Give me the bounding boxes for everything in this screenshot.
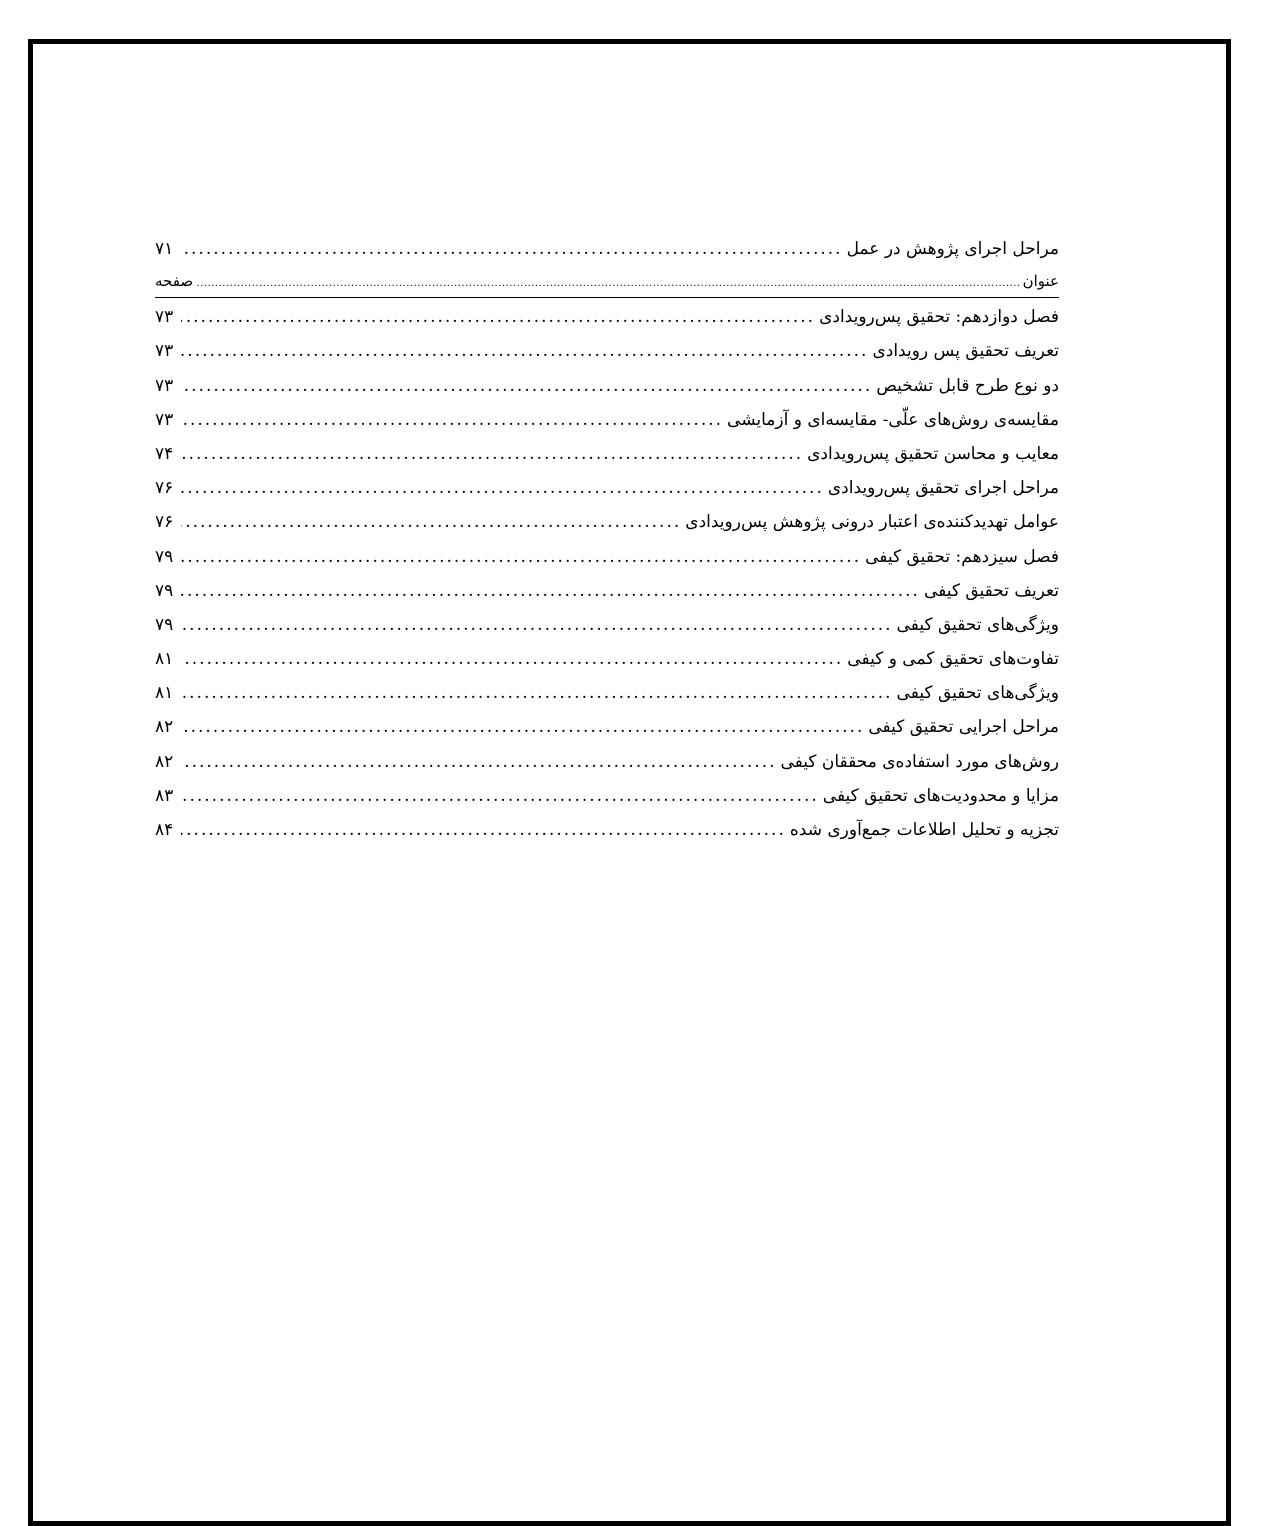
toc-leader-dots — [181, 232, 843, 266]
toc-entry-page: ۸۲ — [155, 751, 174, 772]
toc-entry-title: تجزیه و تحلیل اطلاعات جمع‌آوری شده — [789, 820, 1059, 840]
toc-entry-page: ۷۳ — [155, 409, 174, 430]
table-of-contents — [155, 232, 1059, 847]
toc-entry-title: تفاوت‌های تحقیق کمی و کیفی — [847, 649, 1059, 670]
toc-leader-dots — [181, 642, 843, 676]
toc-entry-page: ۸۲ — [155, 717, 174, 738]
toc-leader-dots — [181, 471, 824, 505]
toc-entry-title: معایب و محاسن تحقیق پس‌رویدادی — [807, 443, 1059, 464]
toc-leader-dots — [181, 505, 681, 539]
toc-entry-title: مراحل اجرای پژوهش در عمل — [846, 239, 1059, 259]
toc-entry-title: دو نوع طرح قابل تشخیص — [876, 375, 1059, 396]
toc-entry — [155, 676, 1059, 710]
toc-entry — [155, 300, 1059, 334]
toc-entry-title: عوامل تهدیدکننده‌ی اعتبار درونی پژوهش پس‌رویدادی — [685, 512, 1059, 533]
toc-leader-dots — [181, 574, 920, 608]
toc-entry-title: فصل سیزدهم: تحقیق کیفی — [865, 546, 1059, 567]
toc-entry — [155, 540, 1059, 574]
toc-entry — [155, 437, 1059, 471]
toc-entry-title: تعریف تحقیق کیفی — [923, 580, 1059, 601]
toc-leader-dots — [181, 403, 723, 437]
toc-entry-page: ۷۹ — [155, 580, 174, 601]
toc-entry — [155, 710, 1059, 744]
toc-leader-dots — [195, 268, 1021, 299]
toc-entry — [155, 334, 1059, 368]
toc-entry-title: روش‌های مورد استفاده‌ی محققان کیفی — [780, 751, 1059, 772]
toc-entry-page: ۷۳ — [155, 375, 174, 396]
toc-entry-title: مراحل اجرایی تحقیق کیفی — [868, 717, 1059, 738]
toc-leader-dots — [181, 334, 868, 368]
toc-entry-title: تعریف تحقیق پس رویدادی — [872, 341, 1059, 362]
toc-entry-title: مراحل اجرای تحقیق پس‌رویدادی — [827, 478, 1059, 499]
toc-entry — [155, 779, 1059, 813]
toc-leader-dots — [181, 540, 861, 574]
toc-entry-page: ۷۴ — [155, 443, 174, 464]
toc-header-title-label: عنوان — [1022, 272, 1059, 291]
toc-entry-page: ۸۱ — [155, 649, 174, 670]
toc-leader-dots — [181, 437, 803, 471]
toc-entry-page: ۷۹ — [155, 546, 174, 567]
toc-entry — [155, 232, 1059, 266]
toc-entry-page: ۷۶ — [155, 478, 174, 499]
toc-entry — [155, 745, 1059, 779]
toc-entry — [155, 608, 1059, 642]
toc-entry-title: ویژگی‌های تحقیق کیفی — [896, 683, 1059, 704]
toc-header-page-label: صفحه — [155, 272, 194, 291]
toc-entry-title: فصل دوازدهم: تحقیق پس‌رویدادی — [819, 307, 1059, 328]
toc-entry-page: ۷۶ — [155, 512, 174, 533]
toc-entry — [155, 471, 1059, 505]
toc-leader-dots — [181, 710, 864, 744]
toc-entry — [155, 574, 1059, 608]
toc-leader-dots — [181, 745, 777, 779]
toc-entry-page: ۷۹ — [155, 614, 174, 635]
toc-entry — [155, 369, 1059, 403]
toc-leader-dots — [181, 779, 819, 813]
toc-entry-page: ۸۱ — [155, 683, 174, 704]
toc-header — [155, 266, 1059, 298]
toc-entry-page: ۷۳ — [155, 341, 174, 362]
toc-leader-dots — [181, 300, 815, 334]
toc-entry-title: مقایسه‌ی روش‌های علّی- مقایسه‌ای و آزمایشی — [727, 409, 1059, 430]
toc-leader-dots — [181, 608, 893, 642]
toc-entry-page: ۷۱ — [155, 239, 174, 259]
toc-entry — [155, 813, 1059, 847]
toc-entry-page: ۸۴ — [155, 820, 174, 840]
toc-leader-dots — [181, 676, 893, 710]
toc-entry-page: ۷۳ — [155, 307, 174, 328]
toc-entry-title: مزایا و محدودیت‌های تحقیق کیفی — [822, 785, 1059, 806]
toc-entry — [155, 505, 1059, 539]
toc-entry-page: ۸۳ — [155, 785, 174, 806]
toc-leader-dots — [181, 369, 872, 403]
toc-leader-dots — [181, 813, 786, 847]
toc-entry — [155, 403, 1059, 437]
toc-entry-title: ویژگی‌های تحقیق کیفی — [896, 614, 1059, 635]
toc-entry — [155, 642, 1059, 676]
